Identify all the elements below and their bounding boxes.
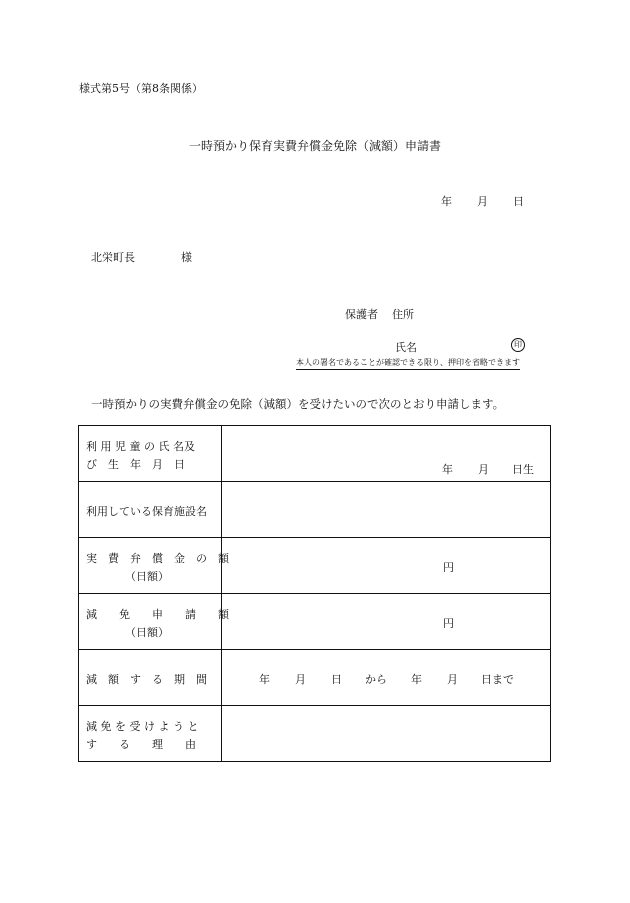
signature-note: 本人の署名であることが確認できる限り、押印を省略できます [296,357,520,370]
birth-year-label: 年 [442,463,453,476]
address-label: 住所 [392,308,414,321]
table-row [79,706,551,762]
child-name-birth-label-line2: び 生 年 月 日 [86,458,185,471]
reason-field[interactable] [222,706,551,762]
period-from-month: 月 [295,673,306,686]
reimbursement-amount-label: 実 費 弁 償 金 の 額 [86,552,229,565]
reason-label-line1: 減 免 を 受 け よ う と [86,720,199,733]
label-cell [79,482,222,538]
application-table [78,425,551,762]
reimbursement-yen-label: 円 [443,561,454,574]
table-row [79,650,551,706]
period-to-year: 年 [411,673,422,686]
reduction-period-label: 減 額 す る 期 間 [86,673,207,686]
table-row [79,538,551,594]
exemption-amount-field[interactable] [222,594,551,650]
reason-label-line2: す る 理 由 [86,738,196,751]
reimbursement-amount-field[interactable] [222,538,551,594]
date-day-label: 日 [513,195,524,208]
name-label: 氏名 [395,341,417,354]
date-year-label: 年 [441,195,452,208]
guardian-address-line [345,306,414,322]
period-kara: から [365,673,387,686]
exemption-daily-label: （日額） [125,626,169,639]
period-from-day: 日 [331,673,342,686]
table-row [79,594,551,650]
label-cell [79,426,222,482]
table-row [79,426,551,482]
child-name-birth-label-line1: 利 用 児 童 の 氏 名及 [86,440,195,453]
addressee-honorific: 様 [181,251,192,264]
period-from-year: 年 [259,673,270,686]
label-cell [79,538,229,594]
label-cell [79,594,229,650]
addressee-name: 北栄町長 [91,251,135,264]
facility-field[interactable] [222,482,551,538]
application-statement: 一時預かりの実費弁償金の免除（減額）を受けたいので次のとおり申請します。 [91,397,505,411]
facility-label: 利用している保育施設名 [86,505,207,518]
date-month-label: 月 [477,195,488,208]
addressee [91,249,192,265]
period-to-month: 月 [447,673,458,686]
child-name-birth-field[interactable] [222,426,551,482]
period-to-day: 日まで [481,673,514,686]
label-cell [79,650,222,706]
guardian-label: 保護者 [345,308,378,321]
label-cell [79,706,222,762]
table-row [79,482,551,538]
birth-day-label: 日生 [512,463,534,476]
document-title: 一時預かり保育実費弁償金免除（減額）申請書 [188,139,441,153]
reimbursement-daily-label: （日額） [125,570,169,583]
seal-mark: 印 [511,338,525,352]
exemption-amount-label: 減 免 申 請 額 [86,608,229,621]
reduction-period-field[interactable] [222,650,551,706]
birth-month-label: 月 [478,463,489,476]
exemption-yen-label: 円 [443,617,454,630]
form-number: 様式第5号（第8条関係） [79,82,203,95]
